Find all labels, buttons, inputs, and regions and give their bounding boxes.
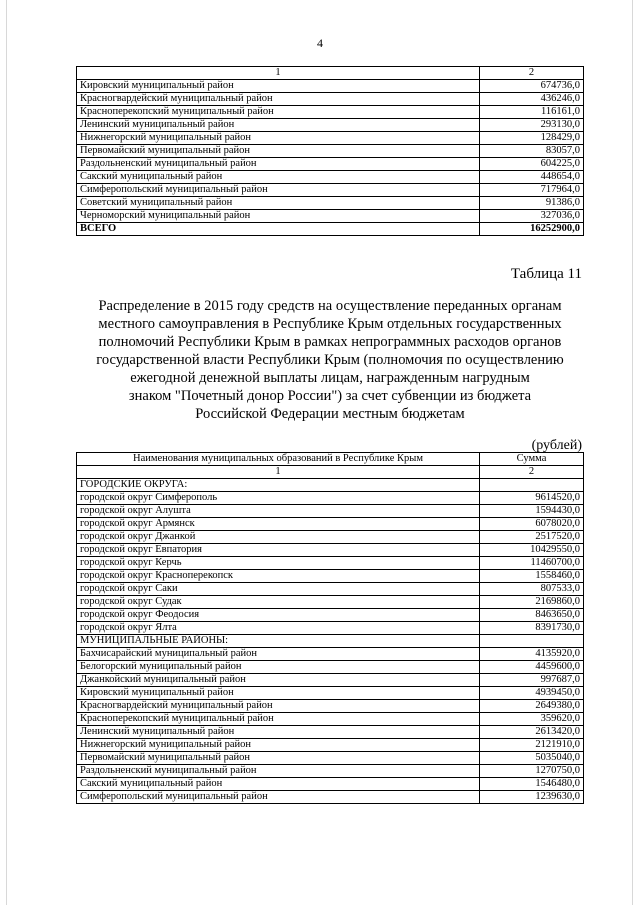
distribution-table: [76, 452, 584, 804]
row-label: Джанкойский муниципальный район: [77, 674, 480, 687]
table-row: [77, 531, 584, 544]
table-row: [77, 132, 584, 145]
row-amount: 2649380,0: [480, 700, 584, 713]
total-amount: 16252900,0: [480, 223, 584, 236]
row-amount: 1546480,0: [480, 778, 584, 791]
empty-cell: [480, 635, 584, 648]
title-line: ежегодной денежной выплаты лицам, награжденным нагрудным: [130, 370, 530, 386]
table-title: [80, 297, 580, 423]
table-row: [77, 80, 584, 93]
row-label: городской округ Красноперекопск: [77, 570, 480, 583]
row-amount: 4135920,0: [480, 648, 584, 661]
table-row: [77, 609, 584, 622]
row-label: Симферопольский муниципальный район: [77, 791, 480, 804]
table-row: [77, 700, 584, 713]
table-row: [77, 726, 584, 739]
table-row: [77, 791, 584, 804]
column-number-2: 2: [480, 67, 584, 80]
table-row: [77, 518, 584, 531]
row-label: Нижнегорский муниципальный район: [77, 132, 480, 145]
row-label: городской округ Ялта: [77, 622, 480, 635]
row-label: городской округ Алушта: [77, 505, 480, 518]
row-label: Красноперекопский муниципальный район: [77, 106, 480, 119]
row-label: Симферопольский муниципальный район: [77, 184, 480, 197]
continuation-table: [76, 66, 584, 236]
table-row: [77, 778, 584, 791]
table-row: [77, 544, 584, 557]
table-row: [77, 210, 584, 223]
table-row: [77, 106, 584, 119]
table-row: [77, 184, 584, 197]
row-amount: 1239630,0: [480, 791, 584, 804]
table-row: [77, 158, 584, 171]
row-amount: 807533,0: [480, 583, 584, 596]
row-label: Бахчисарайский муниципальный район: [77, 648, 480, 661]
row-label: Первомайский муниципальный район: [77, 145, 480, 158]
row-label: Первомайский муниципальный район: [77, 752, 480, 765]
table-row: [77, 622, 584, 635]
table-row: [77, 713, 584, 726]
row-label: Черноморский муниципальный район: [77, 210, 480, 223]
row-label: городской округ Керчь: [77, 557, 480, 570]
row-label: Ленинский муниципальный район: [77, 726, 480, 739]
table-row: [77, 752, 584, 765]
row-label: Белогорский муниципальный район: [77, 661, 480, 674]
row-amount: 359620,0: [480, 713, 584, 726]
table-row: [77, 596, 584, 609]
row-amount: 8391730,0: [480, 622, 584, 635]
row-amount: 327036,0: [480, 210, 584, 223]
page-number: 4: [317, 36, 323, 50]
scan-edge-right: [632, 0, 633, 905]
row-label: Кировский муниципальный район: [77, 80, 480, 93]
table-row: [77, 197, 584, 210]
row-amount: 1558460,0: [480, 570, 584, 583]
row-amount: 6078020,0: [480, 518, 584, 531]
table-row: [77, 570, 584, 583]
empty-cell: [480, 479, 584, 492]
row-label: Раздольненский муниципальный район: [77, 158, 480, 171]
table-row: [77, 674, 584, 687]
table-caption: Таблица 11: [510, 266, 582, 282]
row-amount: 448654,0: [480, 171, 584, 184]
table-row: [77, 648, 584, 661]
units-label: (рублей): [531, 438, 582, 453]
table-row: [77, 739, 584, 752]
row-amount: 436246,0: [480, 93, 584, 106]
row-amount: 4939450,0: [480, 687, 584, 700]
row-label: Нижнегорский муниципальный район: [77, 739, 480, 752]
row-label: Раздольненский муниципальный район: [77, 765, 480, 778]
table-row: [77, 93, 584, 106]
column-header-name: Наименования муниципальных образований в Республике Крым: [77, 453, 480, 466]
column-number-1: 1: [77, 67, 480, 80]
row-label: городской округ Саки: [77, 583, 480, 596]
row-label: городской округ Судак: [77, 596, 480, 609]
total-row: [77, 223, 584, 236]
title-line: полномочий Республики Крым в рамках непрограммных расходов органов: [98, 334, 562, 350]
table-row: [77, 661, 584, 674]
row-amount: 2613420,0: [480, 726, 584, 739]
row-label: Красноперекопский муниципальный район: [77, 713, 480, 726]
table-number-row: [77, 466, 584, 479]
table-header-row: [77, 453, 584, 466]
row-amount: 717964,0: [480, 184, 584, 197]
row-amount: 2517520,0: [480, 531, 584, 544]
table-row: [77, 557, 584, 570]
table-row: [77, 583, 584, 596]
row-label: Кировский муниципальный район: [77, 687, 480, 700]
column-number-2: 2: [480, 466, 584, 479]
table-header-row: [77, 67, 584, 80]
table-row: [77, 505, 584, 518]
table-row: [77, 492, 584, 505]
row-amount: 674736,0: [480, 80, 584, 93]
table-row: [77, 119, 584, 132]
row-amount: 116161,0: [480, 106, 584, 119]
column-header-sum: Сумма: [480, 453, 584, 466]
title-line: местного самоуправления в Республике Крым отдельных государственных: [98, 316, 562, 332]
row-amount: 2169860,0: [480, 596, 584, 609]
section-title: МУНИЦИПАЛЬНЫЕ РАЙОНЫ:: [77, 635, 480, 648]
section-row: [77, 635, 584, 648]
section-title: ГОРОДСКИЕ ОКРУГА:: [77, 479, 480, 492]
title-line: государственной власти Республики Крым (полномочия по осуществлению: [96, 352, 564, 368]
row-label: Ленинский муниципальный район: [77, 119, 480, 132]
row-amount: 4459600,0: [480, 661, 584, 674]
row-amount: 1594430,0: [480, 505, 584, 518]
row-label: Красногвардейский муниципальный район: [77, 700, 480, 713]
title-line: Российской Федерации местным бюджетам: [195, 406, 465, 422]
table-row: [77, 687, 584, 700]
title-line: Распределение в 2015 году средств на осуществление переданных органам: [98, 298, 562, 314]
row-amount: 997687,0: [480, 674, 584, 687]
row-label: Сакский муниципальный район: [77, 778, 480, 791]
row-label: городской округ Армянск: [77, 518, 480, 531]
title-line: знаком "Почетный донор России") за счет субвенции из бюджета: [128, 388, 532, 404]
row-amount: 10429550,0: [480, 544, 584, 557]
row-amount: 128429,0: [480, 132, 584, 145]
row-amount: 83057,0: [480, 145, 584, 158]
column-number-1: 1: [77, 466, 480, 479]
row-label: Советский муниципальный район: [77, 197, 480, 210]
table-row: [77, 171, 584, 184]
row-amount: 5035040,0: [480, 752, 584, 765]
row-amount: 9614520,0: [480, 492, 584, 505]
scan-edge-left: [6, 0, 7, 905]
row-amount: 91386,0: [480, 197, 584, 210]
row-label: городской округ Евпатория: [77, 544, 480, 557]
row-label: городской округ Феодосия: [77, 609, 480, 622]
row-amount: 604225,0: [480, 158, 584, 171]
table-row: [77, 765, 584, 778]
row-amount: 11460700,0: [480, 557, 584, 570]
row-amount: 8463650,0: [480, 609, 584, 622]
row-label: городской округ Джанкой: [77, 531, 480, 544]
row-label: Красногвардейский муниципальный район: [77, 93, 480, 106]
row-label: Сакский муниципальный район: [77, 171, 480, 184]
row-amount: 293130,0: [480, 119, 584, 132]
section-row: [77, 479, 584, 492]
row-amount: 1270750,0: [480, 765, 584, 778]
total-label: ВСЕГО: [77, 223, 480, 236]
table-row: [77, 145, 584, 158]
row-amount: 2121910,0: [480, 739, 584, 752]
row-label: городской округ Симферополь: [77, 492, 480, 505]
